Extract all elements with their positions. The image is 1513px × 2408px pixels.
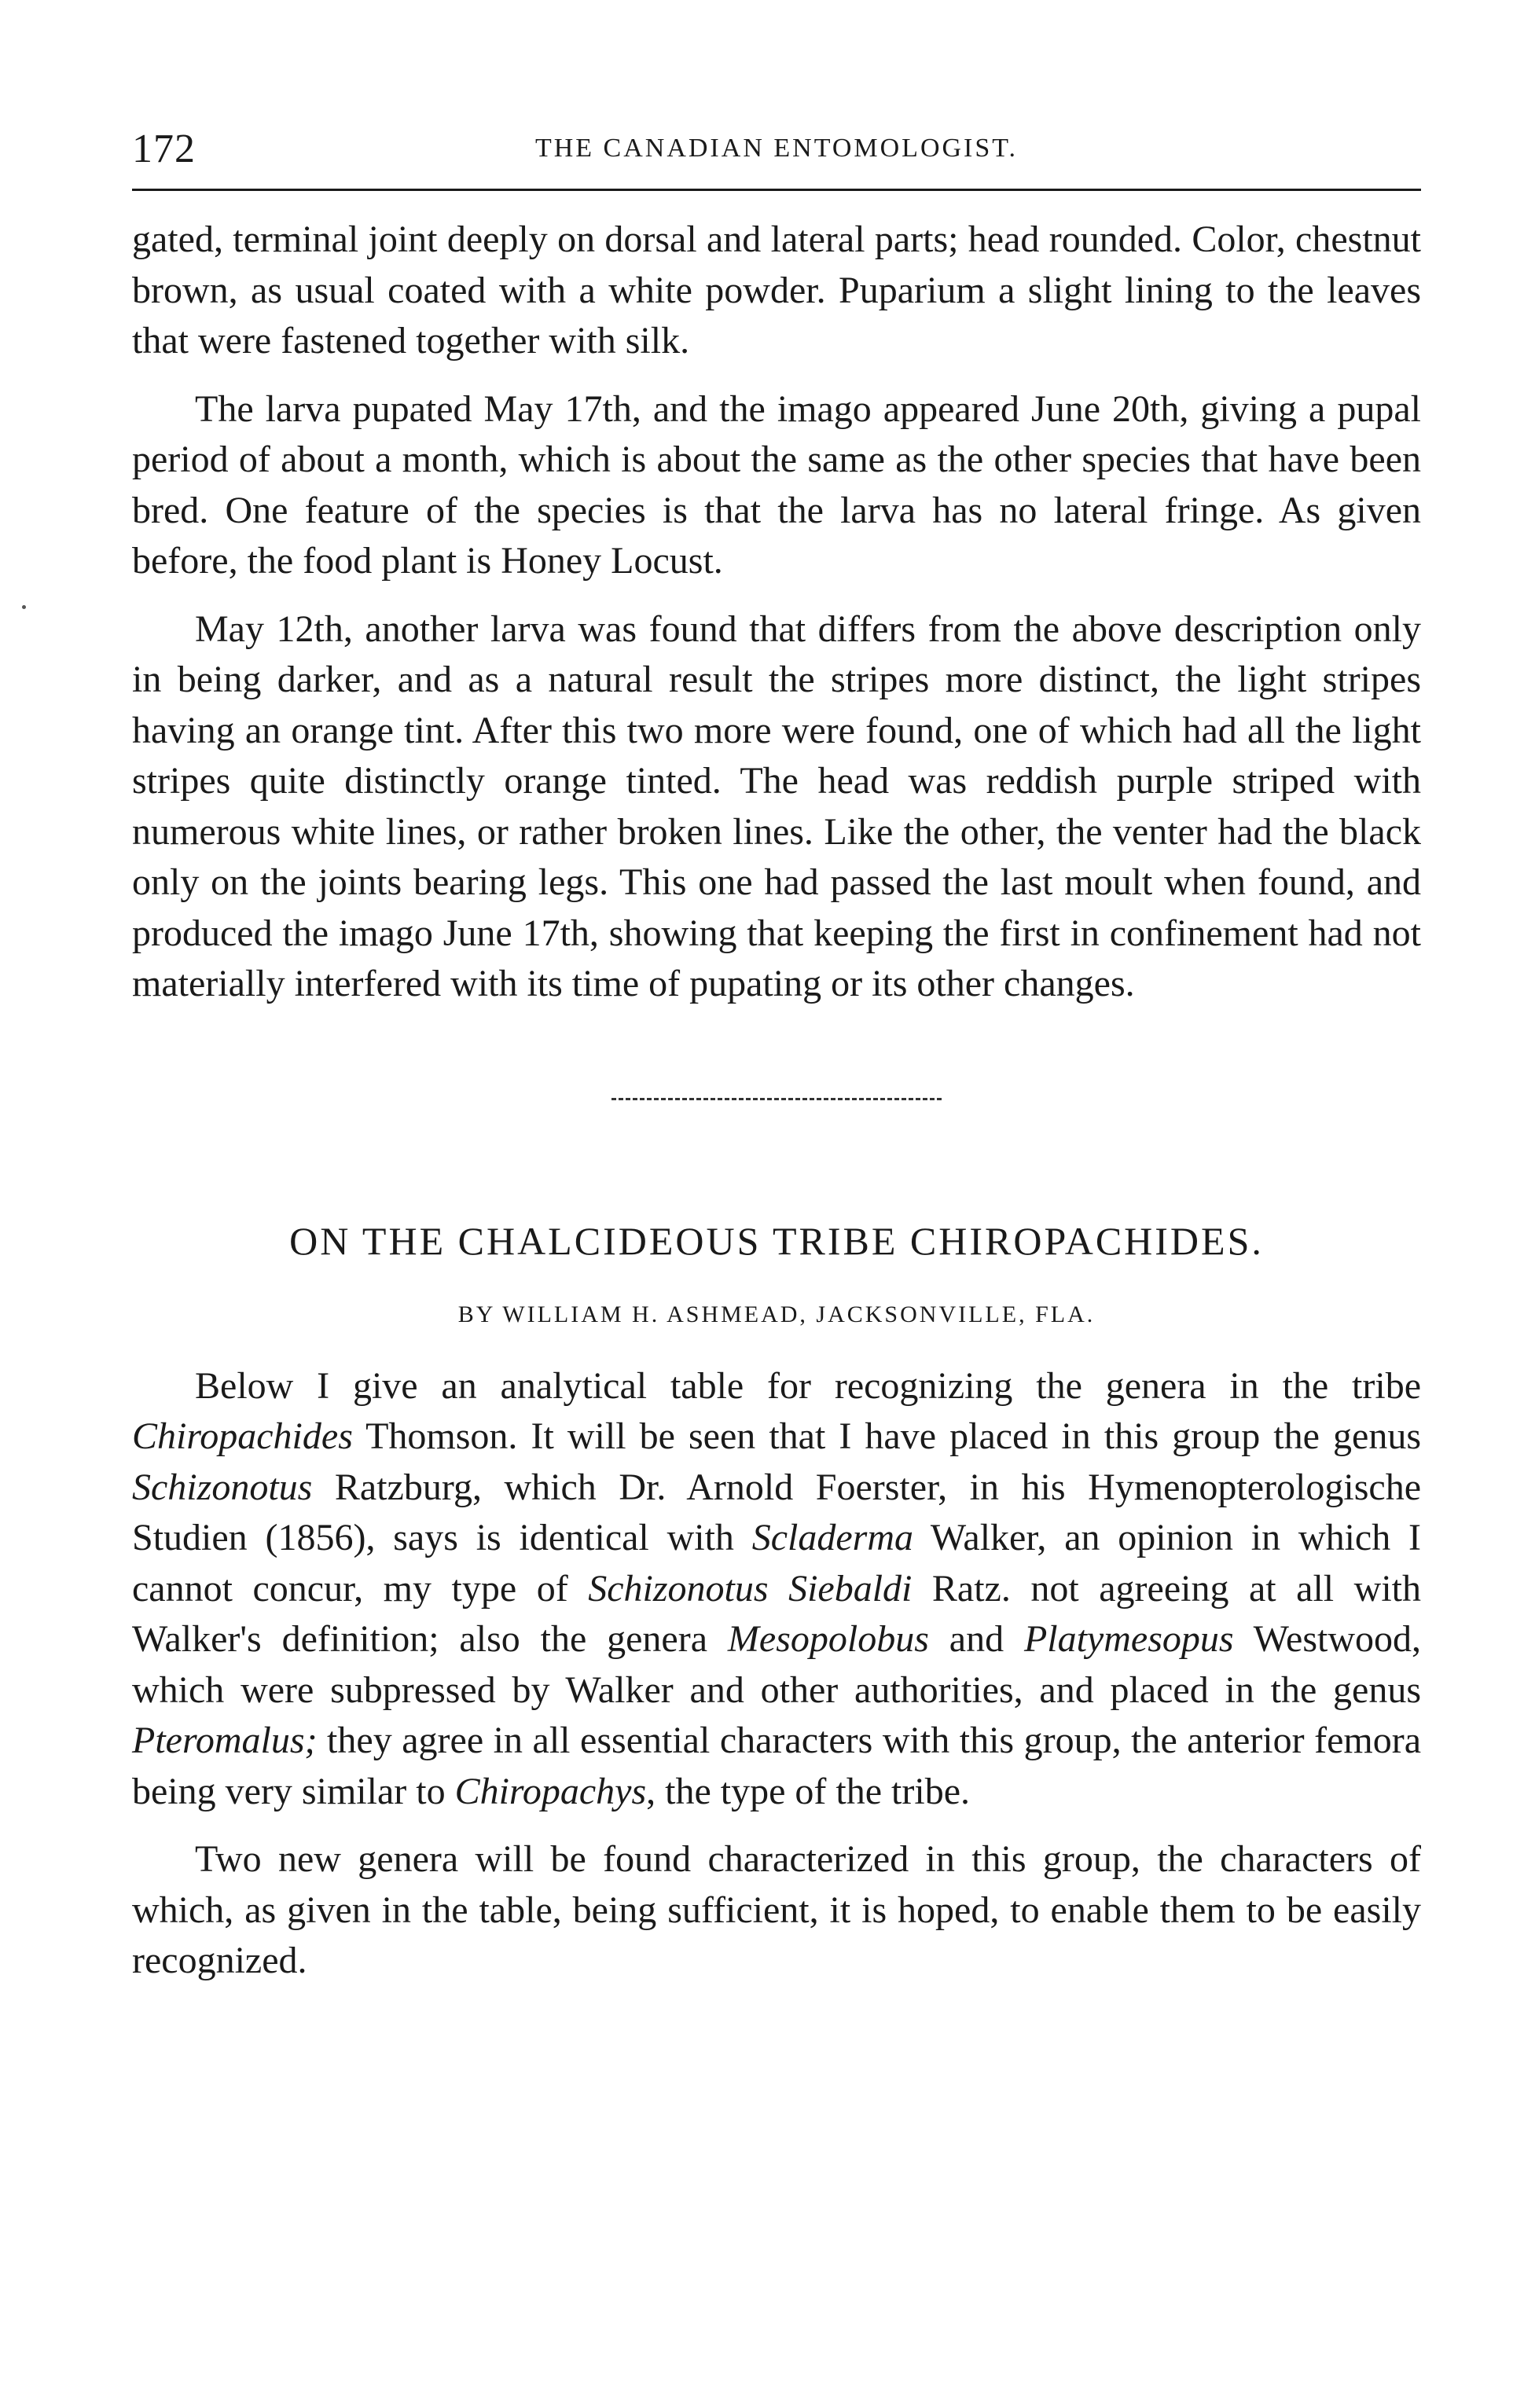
header-rule bbox=[132, 189, 1421, 191]
text-run: Ratzburg, which Dr. Arnold Foerster, in his Hymenopterologische Studien (1856), says is identical with bbox=[132, 1466, 1421, 1558]
taxon-name: Mesopolobus bbox=[727, 1618, 929, 1660]
taxon-name: Chiropachides bbox=[132, 1415, 353, 1457]
paragraph-continuation: gated, terminal joint deeply on dorsal and lateral parts; head rounded. Color, chestnut brown, as usual coated with a white powder. Puparium a slight lining to the leaves that were fastened together with silk. bbox=[132, 218, 1421, 362]
text-run: Westwood, which were subpressed by Walker and other authorities, and placed in the genus bbox=[132, 1618, 1422, 1711]
taxon-name: Pteromalus; bbox=[132, 1720, 318, 1761]
section-divider bbox=[611, 1098, 942, 1100]
journal-title: THE CANADIAN ENTOMOLOGIST. bbox=[534, 134, 1019, 163]
article-byline: BY WILLIAM H. ASHMEAD, JACKSONVILLE, FLA. bbox=[457, 1301, 1096, 1327]
page bbox=[132, 126, 1421, 2004]
paragraph-analytical-table bbox=[132, 1361, 1421, 1818]
paragraph-second-larva: May 12th, another larva was found that differs from the above description only in being darker, and as a natural result the stripes more distinct, the light stripes having an orange tint. After this two more were found, one of which had all the light stripes quite distinctly orange tinted. The head was reddish purple striped with numerous white lines, or rather broken lines. Like the other, the venter had the black only on the joints bearing legs. This one had passed the last moult when found, and produced the imago June 17th, showing that keeping the first in confinement had not materially interfered with its time of pupating or its other changes. bbox=[132, 608, 1421, 1004]
paragraph-pupation: The larva pupated May 17th, and the imago appeared June 20th, giving a pupal period of about a month, which is about the same as the other species that have been bred. One feature of the species is that the larva has no lateral fringe. As given before, the food plant is Honey Locust. bbox=[132, 387, 1421, 582]
taxon-name: Scladerma bbox=[751, 1517, 913, 1558]
text-run: Walker, an opinion in which I cannot concur, my type of bbox=[132, 1517, 1421, 1610]
text-run: , the type of the tribe. bbox=[646, 1770, 970, 1812]
taxon-name: Schizonotus bbox=[132, 1466, 313, 1508]
taxon-name: Platymesopus bbox=[1023, 1618, 1234, 1660]
stray-mark bbox=[22, 605, 26, 609]
running-head bbox=[132, 126, 1421, 189]
taxon-name: Schizonotus Siebaldi bbox=[588, 1567, 913, 1610]
text-run: and bbox=[928, 1618, 1024, 1660]
article-title: ON THE CHALCIDEOUS TRIBE CHIROPACHIDES. bbox=[289, 1218, 1264, 1263]
text-run: they agree in all essential characters with this group, the anterior femora being very similar to bbox=[132, 1720, 1421, 1812]
text-run: Ratz. not agreeing at all with Walker's definition; also the genera bbox=[132, 1567, 1421, 1660]
paragraph-new-genera: Two new genera will be found characterized in this group, the characters of which, as given in the table, being sufficient, it is hoped, to enable them to be easily recognized. bbox=[132, 1838, 1421, 1981]
page-number: 172 bbox=[132, 127, 196, 171]
text-run: Below I give an analytical table for recognizing the genera in the tribe bbox=[195, 1364, 1421, 1407]
taxon-name: Chiropachys bbox=[454, 1770, 647, 1812]
text-run: Thomson. It will be seen that I have placed in this group the genus bbox=[352, 1415, 1421, 1457]
